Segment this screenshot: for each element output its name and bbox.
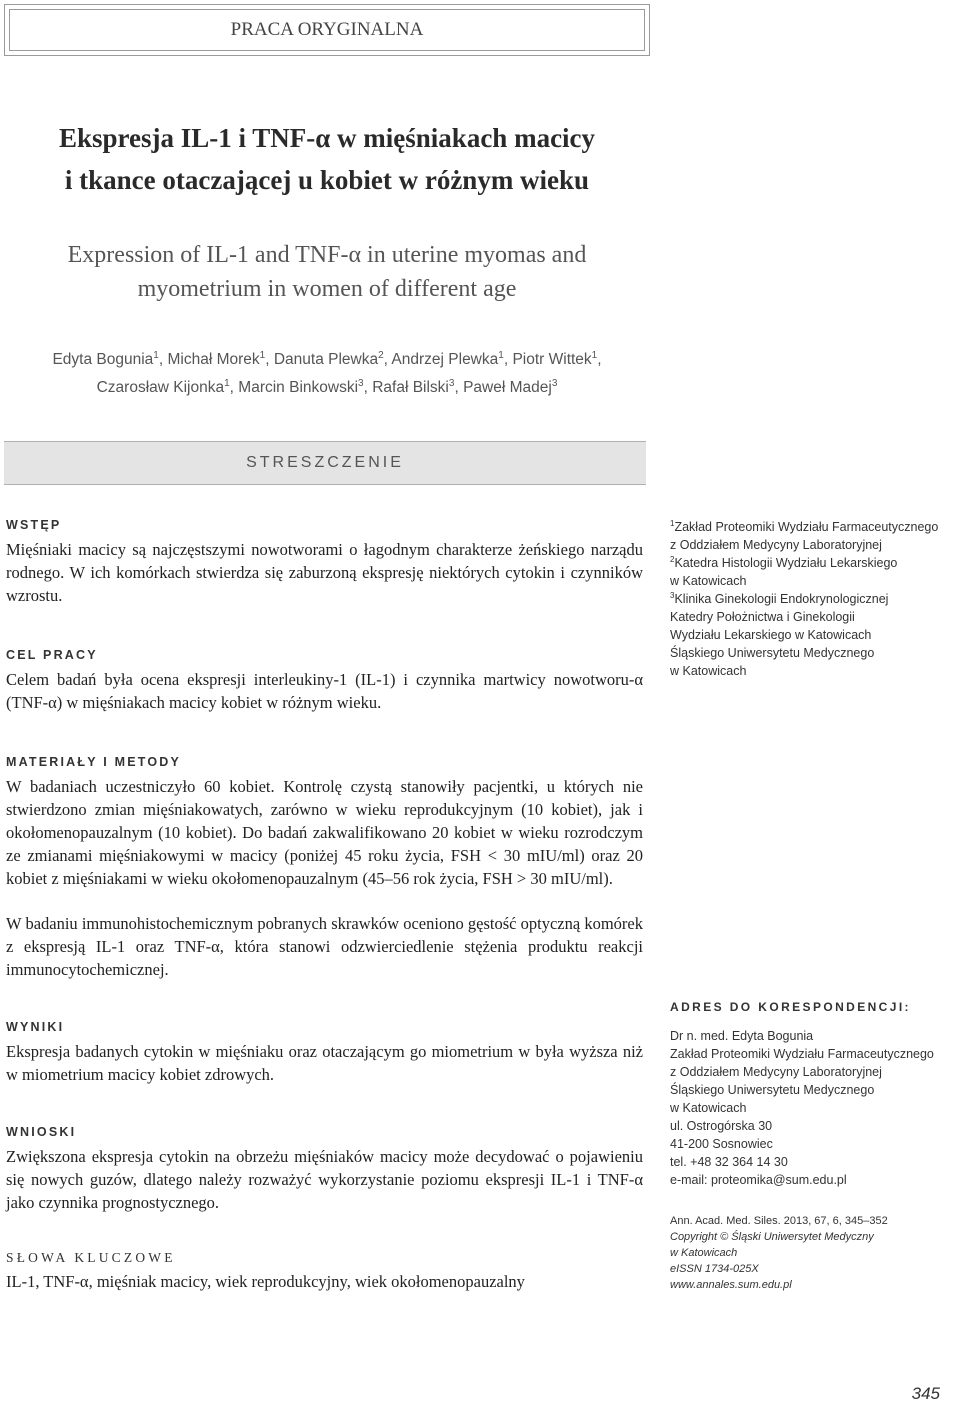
section-heading-wstep: WSTĘP — [6, 518, 62, 532]
address-line: Śląskiego Uniwersytetu Medycznego — [670, 1083, 875, 1097]
section-heading-cel: CEL PRACY — [6, 648, 98, 662]
affiliation-1: $^1$Zakład Proteomiki Wydziału Farmaceutycznego — [670, 518, 939, 534]
affiliation-3-line3: Wydziału Lekarskiego w Katowicach — [670, 628, 872, 642]
section-text-cel: Celem badań była ocena ekspresji interleukiny-1 (IL-1) i czynnika martwicy nowotworu-α (TNF-α) w mięśniakach macicy kobiet w różnym wieku. — [6, 670, 643, 712]
affiliation-3-line5: w Katowicach — [670, 664, 747, 678]
address-line: w Katowicach — [670, 1101, 747, 1115]
authors-line1: Edyta Bogunia$^1$, Michał Morek$^1$, Danuta Plewka$^2$, Andrzej Plewka$^1$, Piotr Wittek$^1$, — [52, 349, 602, 368]
affiliation-2-line2: w Katowicach — [670, 574, 747, 588]
title-pl-line2: i tkance otaczającej u kobiet w różnym wieku — [64, 165, 590, 195]
address-line: ul. Ostrogórska 30 — [670, 1119, 773, 1133]
section-text-wyniki: Ekspresja badanych cytokin w mięśniaku oraz otaczającym go miometrium w była wyższa niż w miometrium macicy kobiet zdrowych. — [6, 1042, 643, 1084]
address-line: Dr n. med. Edyta Bogunia — [670, 1029, 814, 1043]
section-text-metody-2: W badaniu immunohistochemicznym pobranych skrawków oceniono gęstość optyczną komórek z ekspresją IL-1 oraz TNF-α, która stanowi odzwierciedlenie stężenia produktu reakcji immunocytochemicznej. — [6, 914, 643, 979]
article-type-box — [4, 4, 650, 56]
authors-line2: Czarosław Kijonka$^1$, Marcin Binkowski$^3$, Rafał Bilski$^3$, Paweł Madej$^3$ — [96, 377, 558, 396]
title-en-line1: Expression of IL-1 and TNF-α in uterine myomas and — [67, 242, 587, 268]
title-en-line2: myometrium in women of different age — [137, 276, 517, 302]
section-text-slowa: IL-1, TNF-α, mięśniak macicy, wiek reprodukcyjny, wiek okołomenopauzalny — [6, 1272, 525, 1291]
address-line: 41-200 Sosnowiec — [670, 1137, 773, 1151]
affiliation-3-line2: Katedry Położnictwa i Ginekologii — [670, 610, 855, 624]
abstract-heading: STRESZCZENIE — [4, 441, 646, 485]
correspondence-heading: ADRES DO KORESPONDENCJI: — [670, 1000, 911, 1014]
section-text-wnioski: Zwiększona ekspresja cytokin na obrzeżu mięśniaków macicy może decydować o pojawieniu się nowych guzów, dlatego należy rozważyć wykorzystanie poziomu ekspresji IL-1 i TNF-α jako czynnika prognostycznego. — [6, 1147, 643, 1212]
address-email: e-mail: proteomika@sum.edu.pl — [670, 1173, 847, 1187]
address-line: Zakład Proteomiki Wydziału Farmaceutycznego — [670, 1047, 934, 1061]
section-heading-wnioski: WNIOSKI — [6, 1125, 77, 1139]
citation-url: www.annales.sum.edu.pl — [670, 1279, 792, 1291]
affiliations — [670, 518, 960, 680]
citation-journal: Ann. Acad. Med. Siles. 2013, 67, 6, 345–352 — [670, 1215, 888, 1227]
title-pl-line1: Ekspresja IL-1 i TNF-α w mięśniakach macicy — [58, 123, 596, 153]
citation-block — [670, 1213, 960, 1293]
citation-copyright: Copyright © Śląski Uniwersytet Medyczny — [670, 1231, 874, 1243]
section-text-wstep: Mięśniaki macicy są najczęstszymi nowotworami o łagodnym charakterze żeńskiego narządu rodnego. W ich komórkach stwierdza się zaburzoną ekspresję niektórych cytokin i czynników wzrostu. — [6, 540, 643, 605]
affiliation-3-line4: Śląskiego Uniwersytetu Medycznego — [670, 646, 875, 660]
section-heading-slowa: SŁOWA KLUCZOWE — [6, 1250, 176, 1265]
section-heading-metody: MATERIAŁY I METODY — [6, 755, 182, 769]
page-number: 345 — [911, 1384, 940, 1403]
section-text-metody-1: W badaniach uczestniczyło 60 kobiet. Kontrolę czystą stanowiły pacjentki, u których nie stwierdzono zmian mięśniakowatych, zarówno w wieku reprodukcyjnym (10 kobiet), jak i okołomenopauzalnym (10 kobiet). Do badań zakwalifikowano 20 kobiet w wieku rozrodczym ze zmianami mięśniakowymi w macicy (poniżej 45 roku życia, FSH < 30 mIU/ml) oraz 20 kobiet z mięśniakami w wieku okołomenopauzalnym (45–56 rok życia, FSH > 30 mIU/ml). — [6, 777, 643, 888]
affiliation-1-line2: z Oddziałem Medycyny Laboratoryjnej — [670, 538, 882, 552]
affiliation-3: $^3$Klinika Ginekologii Endokrynologicznej — [670, 590, 889, 606]
citation-eissn: eISSN 1734-025X — [670, 1263, 759, 1275]
section-heading-wyniki: WYNIKI — [6, 1020, 65, 1034]
correspondence-address — [670, 1027, 960, 1189]
article-type-label: PRACA ORYGINALNA — [9, 9, 645, 51]
citation-copyright-city: w Katowicach — [670, 1247, 738, 1259]
address-line: z Oddziałem Medycyny Laboratoryjnej — [670, 1065, 882, 1079]
address-line: tel. +48 32 364 14 30 — [670, 1155, 788, 1169]
affiliation-2: $^2$Katedra Histologii Wydziału Lekarskiego — [670, 554, 898, 570]
